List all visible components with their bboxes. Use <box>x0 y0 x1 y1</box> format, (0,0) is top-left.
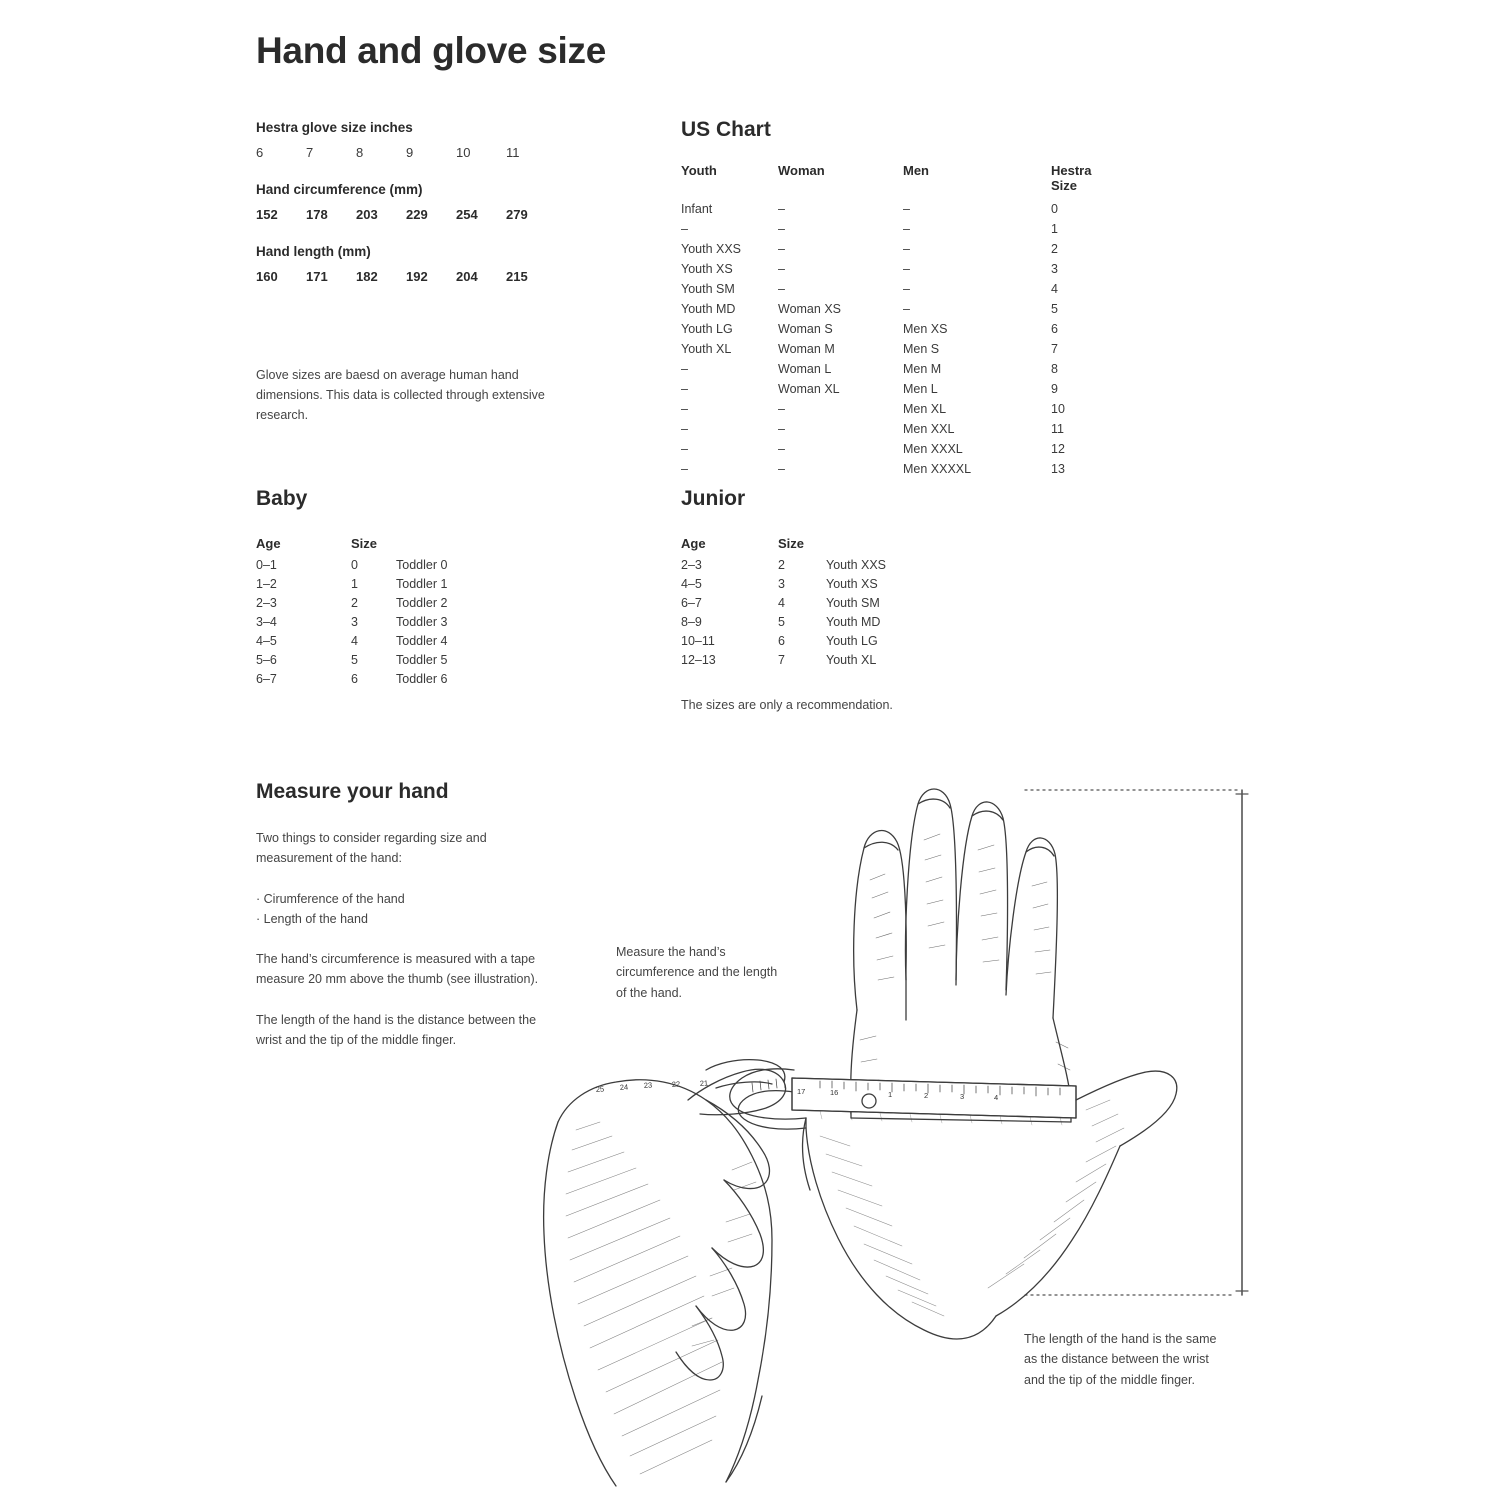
table-cell: 5 <box>778 615 785 629</box>
table-cell: Men XXL <box>903 422 955 436</box>
table-cell: 5–6 <box>256 653 277 667</box>
table-cell: Woman L <box>778 362 832 376</box>
table-cell: Youth XS <box>681 262 733 276</box>
table-cell: 4 <box>1051 282 1058 296</box>
measure-section <box>256 780 556 1070</box>
table-cell: 7 <box>778 653 785 667</box>
tape-number: 3 <box>960 1092 965 1101</box>
table-cell: Youth MD <box>826 615 881 629</box>
table-cell: 6–7 <box>256 672 277 686</box>
hestra-note-text: Glove sizes are baesd on average human hand dimensions. This data is collected through extensive research. <box>256 368 545 422</box>
junior-header-row <box>681 533 1021 556</box>
table-cell: Youth LG <box>681 322 733 336</box>
table-cell: 12 <box>1051 442 1065 456</box>
baby-header-name <box>396 533 586 556</box>
illustration-caption-circumference: Measure the hand’s circumference and the length of the hand. <box>616 945 778 1000</box>
table-cell: 6–7 <box>681 596 702 610</box>
table-cell: Men M <box>903 362 942 376</box>
hand-circumference-0: 152 <box>256 207 278 222</box>
table-cell: – <box>681 462 688 476</box>
table-cell: Toddler 3 <box>396 615 448 629</box>
table-cell: 3–4 <box>256 615 277 629</box>
table-cell: Men L <box>903 382 938 396</box>
hand-circumference-2: 203 <box>356 207 378 222</box>
tape-number: 2 <box>924 1091 929 1100</box>
table-cell: Youth MD <box>681 302 736 316</box>
tape-number: 25 <box>595 1084 605 1094</box>
hestra-size-block <box>256 118 656 306</box>
table-cell: 8–9 <box>681 615 702 629</box>
table-cell: – <box>778 462 785 476</box>
hand-length-row <box>256 269 656 284</box>
page-title: Hand and glove size <box>256 30 606 71</box>
hestra-inch-0: 6 <box>256 145 264 160</box>
table-cell: Youth XXS <box>681 242 742 256</box>
baby-section <box>256 487 586 689</box>
table-cell: 3 <box>1051 262 1058 276</box>
junior-header-size: Size <box>778 535 805 551</box>
measure-intro: Two things to consider regarding size and measurement of the hand: <box>256 831 487 866</box>
table-cell: Youth XXS <box>826 558 887 572</box>
table-cell: Youth XL <box>681 342 732 356</box>
hestra-inch-2: 8 <box>356 145 364 160</box>
table-cell: Toddler 4 <box>396 634 448 648</box>
table-cell: – <box>903 262 910 276</box>
hand-length-3: 192 <box>406 269 428 284</box>
table-cell: 5 <box>1051 302 1058 316</box>
table-cell: – <box>778 222 785 236</box>
junior-title: Junior <box>681 487 746 510</box>
table-cell: 7 <box>1051 342 1058 356</box>
hestra-inch-3: 9 <box>406 145 414 160</box>
junior-header-age: Age <box>681 535 706 551</box>
table-cell: Woman S <box>778 322 833 336</box>
table-cell: 0–1 <box>256 558 277 572</box>
table-cell: 2 <box>778 558 785 572</box>
table-cell: 4 <box>351 634 358 648</box>
hand-measurement-illustration <box>520 770 1260 1490</box>
table-cell: – <box>903 282 910 296</box>
table-cell: Toddler 0 <box>396 558 448 572</box>
hestra-inch-5: 11 <box>506 145 520 160</box>
table-cell: Toddler 6 <box>396 672 448 686</box>
table-cell: 2–3 <box>256 596 277 610</box>
us-chart-section <box>681 118 1101 479</box>
table-cell: Youth XL <box>826 653 877 667</box>
hestra-note <box>256 365 556 425</box>
table-cell: – <box>681 422 688 436</box>
table-cell: 9 <box>1051 382 1058 396</box>
table-cell: 3 <box>351 615 358 629</box>
table-cell: – <box>778 262 785 276</box>
table-cell: Woman M <box>778 342 835 356</box>
table-cell: – <box>681 442 688 456</box>
table-cell: – <box>903 222 910 236</box>
measure-bullet-circumference: · Cirumference of the hand <box>256 889 556 909</box>
tape-number: 17 <box>797 1087 806 1096</box>
hestra-inches-label: Hestra glove size inches <box>256 120 413 135</box>
table-cell: – <box>903 242 910 256</box>
illustration-caption-length: The length of the hand is the same as the distance between the wrist and the tip of the middle finger. <box>1024 1332 1217 1387</box>
junior-header-name <box>826 533 1021 556</box>
hand-length-5: 215 <box>506 269 528 284</box>
table-cell: Men XXXL <box>903 442 963 456</box>
table-cell: – <box>778 202 785 216</box>
hand-length-0: 160 <box>256 269 278 284</box>
hestra-inch-4: 10 <box>456 145 471 160</box>
table-cell: 6 <box>778 634 785 648</box>
table-cell: Men XL <box>903 402 947 416</box>
table-cell: – <box>681 222 688 236</box>
table-cell: 1 <box>351 577 358 591</box>
tape-number: 23 <box>643 1080 653 1090</box>
junior-section <box>681 487 1021 712</box>
table-cell: 2 <box>351 596 358 610</box>
hand-length-2: 182 <box>356 269 378 284</box>
table-cell: 4–5 <box>256 634 277 648</box>
table-cell: – <box>681 382 688 396</box>
table-cell: 3 <box>778 577 785 591</box>
baby-header-row <box>256 533 586 556</box>
table-cell: – <box>778 422 785 436</box>
baby-title: Baby <box>256 487 308 510</box>
baby-body <box>256 556 586 689</box>
holding-hand <box>544 1060 786 1486</box>
hand-length-label: Hand length (mm) <box>256 244 371 259</box>
hand-length-4: 204 <box>456 269 478 284</box>
us-chart-header-hestra-size: Hestra Size <box>1051 163 1092 193</box>
table-cell: Youth XS <box>826 577 878 591</box>
table-cell: – <box>778 402 785 416</box>
table-cell: – <box>903 302 910 316</box>
baby-header-size: Size <box>351 535 378 551</box>
table-cell: 12–13 <box>681 653 716 667</box>
table-cell: 10 <box>1051 402 1065 416</box>
table-cell: 8 <box>1051 362 1058 376</box>
hand-circumference-label: Hand circumference (mm) <box>256 182 423 197</box>
us-chart-header-youth: Youth <box>681 163 717 178</box>
hand-length-1: 171 <box>306 269 328 284</box>
table-cell: – <box>681 362 688 376</box>
measure-paragraph-circumference: The hand’s circumference is measured with a tape measure 20 mm above the thumb (see illustration). <box>256 952 539 987</box>
table-cell: Toddler 2 <box>396 596 448 610</box>
table-cell: 2 <box>1051 242 1058 256</box>
tape-number: 24 <box>619 1082 629 1092</box>
junior-note: The sizes are only a recommendation. <box>681 697 893 712</box>
table-cell: 10–11 <box>681 634 715 648</box>
tape-number: 16 <box>830 1088 839 1097</box>
table-cell: Youth LG <box>826 634 878 648</box>
table-cell: Men XXXXL <box>903 462 972 476</box>
table-cell: 6 <box>1051 322 1058 336</box>
table-cell: 0 <box>1051 202 1058 216</box>
hand-circumference-1: 178 <box>306 207 328 222</box>
table-cell: 11 <box>1051 422 1064 436</box>
us-chart-header-men: Men <box>903 163 929 178</box>
table-cell: – <box>778 242 785 256</box>
hand-circumference-row <box>256 207 656 222</box>
hestra-inches-row <box>256 145 656 160</box>
table-cell: – <box>903 202 910 216</box>
measure-bullet-length: · Length of the hand <box>256 909 556 929</box>
table-cell: Men XS <box>903 322 948 336</box>
hand-circumference-4: 254 <box>456 207 478 222</box>
measure-bullets <box>256 889 556 930</box>
tape-measure <box>596 1069 1076 1129</box>
table-cell: Woman XL <box>778 382 840 396</box>
table-cell: 1 <box>1051 222 1058 236</box>
us-chart-header-woman: Woman <box>778 163 825 178</box>
table-cell: 13 <box>1051 462 1065 476</box>
measure-title: Measure your hand <box>256 780 449 803</box>
table-cell: 2–3 <box>681 558 702 572</box>
measure-paragraph-length: The length of the hand is the distance between the wrist and the tip of the middle finger. <box>256 1012 537 1047</box>
us-chart-header-row <box>681 160 1101 199</box>
table-cell: 1–2 <box>256 577 277 591</box>
tape-number: 22 <box>671 1079 681 1089</box>
baby-header-age: Age <box>256 535 281 551</box>
table-cell: Infant <box>681 202 713 216</box>
table-cell: Woman XS <box>778 302 841 316</box>
us-chart-body <box>681 199 1101 479</box>
hand-circumference-3: 229 <box>406 207 428 222</box>
table-cell: Toddler 1 <box>396 577 448 591</box>
measured-hand <box>851 789 1072 1122</box>
table-cell: – <box>681 402 688 416</box>
table-cell: 5 <box>351 653 358 667</box>
us-chart-title: US Chart <box>681 118 771 141</box>
table-cell: Toddler 5 <box>396 653 448 667</box>
table-cell: 4–5 <box>681 577 702 591</box>
table-cell: 4 <box>778 596 785 610</box>
table-cell: Youth SM <box>826 596 880 610</box>
hand-circumference-5: 279 <box>506 207 528 222</box>
table-cell: – <box>778 282 785 296</box>
table-cell: Men S <box>903 342 940 356</box>
tape-number: 4 <box>994 1093 999 1102</box>
tape-number: 21 <box>699 1078 709 1088</box>
hestra-inch-1: 7 <box>306 145 314 160</box>
table-cell: 6 <box>351 672 358 686</box>
table-cell: 0 <box>351 558 358 572</box>
junior-body <box>681 556 1021 670</box>
table-cell: – <box>778 442 785 456</box>
table-cell: Youth SM <box>681 282 735 296</box>
tape-number: 1 <box>888 1090 893 1099</box>
